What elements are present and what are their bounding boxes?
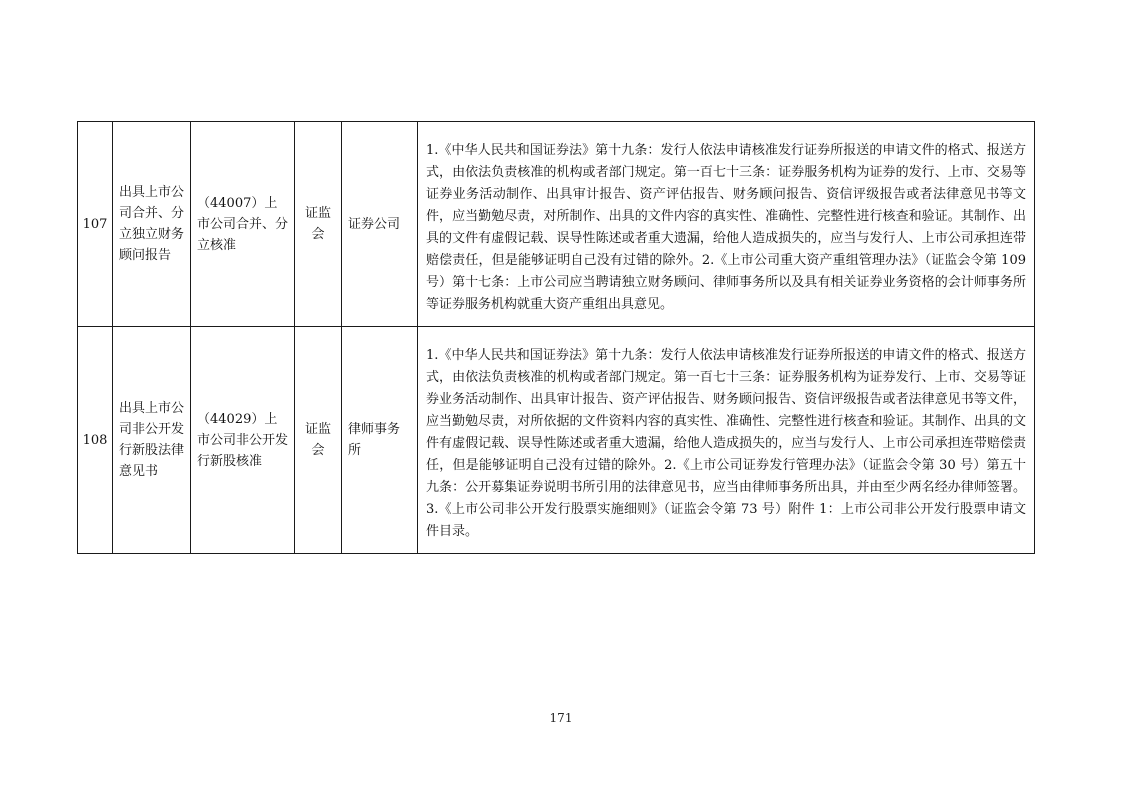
approval-authority: 证监会	[295, 122, 342, 327]
table-row-108	[78, 327, 1035, 554]
approval-item: （44007）上市公司合并、分立核准	[191, 122, 295, 327]
regulation-table	[77, 121, 1035, 554]
row-number: 108	[78, 327, 113, 554]
item-name: 出具上市公司合并、分立独立财务顾问报告	[113, 122, 191, 327]
table-row-107	[78, 122, 1035, 327]
row-number: 107	[78, 122, 113, 327]
applicable-subject: 证券公司	[342, 122, 418, 327]
approval-item: （44029）上市公司非公开发行新股核准	[191, 327, 295, 554]
approval-authority: 证监会	[295, 327, 342, 554]
item-name: 出具上市公司非公开发行新股法律意见书	[113, 327, 191, 554]
applicable-subject: 律师事务所	[342, 327, 418, 554]
legal-basis: 1.《中华人民共和国证券法》第十九条：发行人依法申请核准发行证券所报送的申请文件的格式、报送方式，由依法负责核准的机构或者部门规定。第一百七十三条：证券服务机构为证券的发行、上市、交易等证券业务活动制作、出具审计报告、资产评估报告、财务顾问报告、资信评级报告或者法律意见书等文件，应当勤勉尽责，对所制作、出具的文件内容的真实性、准确性、完整性进行核查和验证。其制作、出具的文件有虚假记载、误导性陈述或者重大遗漏，给他人造成损失的，应当与发行人、上市公司承担连带赔偿责任，但是能够证明自己没有过错的除外。2.《上市公司重大资产重组管理办法》（证监会令第 109 号）第十七条：上市公司应当聘请独立财务顾问、律师事务所以及具有相关证券业务资格的会计师事务所等证券服务机构就重大资产重组出具意见。	[418, 122, 1035, 327]
page-number: 171	[549, 711, 573, 725]
legal-basis: 1.《中华人民共和国证券法》第十九条：发行人依法申请核准发行证券所报送的申请文件的格式、报送方式，由依法负责核准的机构或者部门规定。第一百七十三条：证券服务机构为证券发行、上市、交易等证券业务活动制作、出具审计报告、资产评估报告、财务顾问报告、资信评级报告或者法律意见书等文件，应当勤勉尽责，对所依据的文件资料内容的真实性、准确性、完整性进行核查和验证。其制作、出具的文件有虚假记载、误导性陈述或者重大遗漏，给他人造成损失的，应当与发行人、上市公司承担连带赔偿责任，但是能够证明自己没有过错的除外。2.《上市公司证券发行管理办法》（证监会令第 30 号）第五十九条：公开募集证券说明书所引用的法律意见书，应当由律师事务所出具，并由至少两名经办律师签署。3.《上市公司非公开发行股票实施细则》（证监会令第 73 号）附件 1：上市公司非公开发行股票申请文件目录。	[418, 327, 1035, 554]
